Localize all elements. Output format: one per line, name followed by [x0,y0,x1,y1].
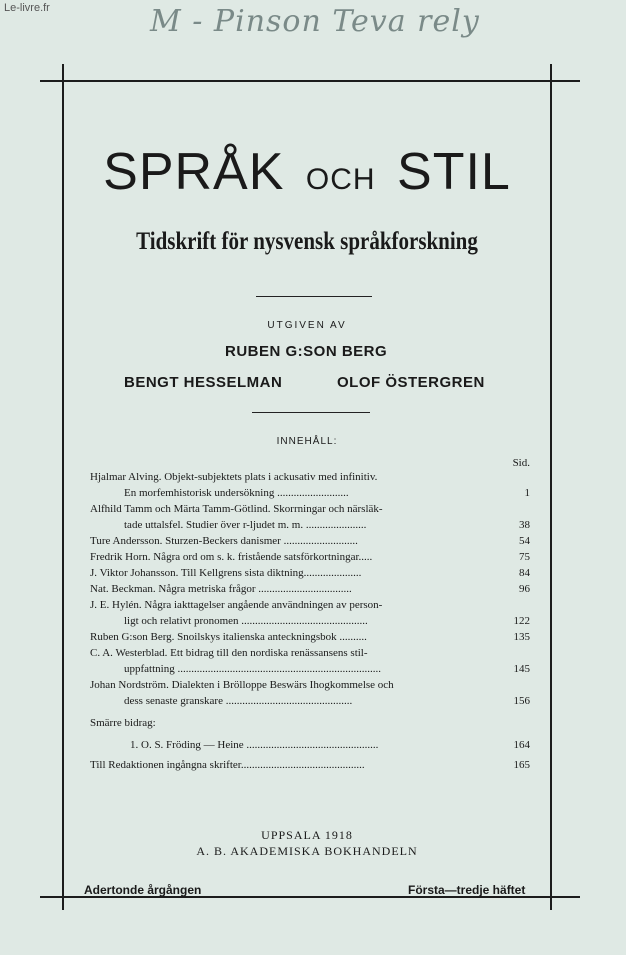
toc-row: J. E. Hylén. Några iakttagelser angående användningen av person- [90,599,383,611]
toc-row: uppfattning .......................................................................... 145 [124,663,530,675]
journal-title [62,142,552,202]
toc-row: ligt och relativt pronomen .............................................. 122 [124,615,530,627]
title-word-1: SPRÅK [103,143,285,201]
frame-top-line [40,80,580,82]
toc-row: C. A. Westerblad. Ett bidrag till den nordiska renässansens stil- [90,647,368,659]
toc-row: 1. O. S. Fröding — Heine ................................................ 164 [130,739,530,751]
toc-row: Hjalmar Alving. Objekt-subjektets plats i ackusativ med infinitiv. [90,471,378,483]
volume-label: Adertonde årgången [84,883,202,897]
imprint-publisher: A. B. AKADEMISKA BOKHANDELN [196,844,418,858]
toc-row: Johan Nordström. Dialekten i Brölloppe Beswärs Ihogkommelse och [90,679,394,691]
journal-subtitle: Tidskrift för nysvensk språkforskning [136,228,478,255]
contents-label: INNEHÅLL: [276,436,338,447]
title-word-och: OCH [305,163,376,196]
toc-row: Till Redaktionen ingångna skrifter............................................. 165 [90,759,530,771]
table-of-contents [90,455,530,773]
toc-row: Ture Andersson. Sturzen-Beckers danismer ........................... 54 [90,535,530,547]
watermark-text: Le-livre.fr [4,2,50,14]
toc-sid-row [90,455,530,469]
divider-2 [252,412,370,413]
divider-1 [256,296,372,297]
toc-row: Ruben G:son Berg. Snoilskys italienska anteckningsbok .......... 135 [90,631,530,643]
toc-row: Fredrik Horn. Några ord om s. k. fristående satsförkortningar..... 75 [90,551,530,563]
editor-second: BENGT HESSELMAN [124,374,283,391]
title-word-2: STIL [397,143,511,201]
toc-row: En morfemhistorisk undersökning .......................... 1 [124,487,530,499]
minor-contributions-label: Smärre bidrag: [90,717,156,729]
toc-row: Nat. Beckman. Några metriska frågor .................................. 96 [90,583,530,595]
toc-row: J. Viktor Johansson. Till Kellgrens sista diktning..................... 84 [90,567,530,579]
handwritten-annotation: M - Pinson Teva rely [150,4,480,39]
toc-row: tade uttalsfel. Studier över r-ljudet m. m. ...................... 38 [124,519,530,531]
editors-label: UTGIVEN AV [267,320,347,331]
sid-label: Sid. [512,457,530,469]
editor-third: OLOF ÖSTERGREN [337,374,485,391]
editor-first: RUBEN G:SON BERG [225,343,388,360]
imprint-city: UPPSALA 1918 [261,828,353,842]
issue-label: Första—tredje häftet [408,883,526,897]
toc-row: Alfhild Tamm och Märta Tamm-Götlind. Skorrningar och närsläk- [90,503,383,515]
toc-row: dess senaste granskare .............................................. 156 [124,695,530,707]
